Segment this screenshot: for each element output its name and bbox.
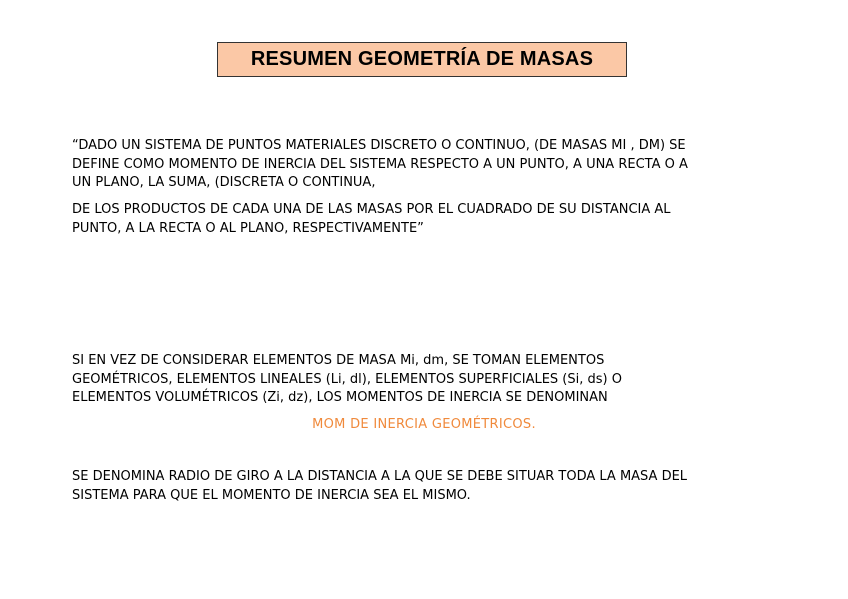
geometric-elements-paragraph: SI EN VEZ DE CONSIDERAR ELEMENTOS DE MASA Mi, dm, SE TOMAN ELEMENTOS GEOMÉTRICOS, ELEMENTOS LINEALES (Li, dl), ELEMENTOS SUPERFICIALES (Si, ds) O ELEMENTOS VOLUMÉTRICOS (Zi, dz), LOS MOMENTOS DE INERCIA SE DENOMINAN <box>72 353 622 405</box>
definition-paragraph-2: DE LOS PRODUCTOS DE CADA UNA DE LAS MASAS POR EL CUADRADO DE SU DISTANCIA AL PUNTO, A LA RECTA O AL PLANO, RESPECTIVAMENTE” <box>72 202 671 236</box>
page-title: RESUMEN GEOMETRÍA DE MASAS <box>250 48 594 70</box>
title-box <box>217 42 627 77</box>
geometric-inertia-highlight: MOM DE INERCIA GEOMÉTRICOS. <box>312 417 536 432</box>
definition-paragraph-1: “DADO UN SISTEMA DE PUNTOS MATERIALES DISCRETO O CONTINUO, (DE MASAS MI , DM) SE DEFINE COMO MOMENTO DE INERCIA DEL SISTEMA RESPECTO A UN PUNTO, A UNA RECTA O A UN PLANO, LA SUMA, (DISCRETA O CONTINUA, <box>72 138 688 190</box>
radius-of-gyration-paragraph: SE DENOMINA RADIO DE GIRO A LA DISTANCIA A LA QUE SE DEBE SITUAR TODA LA MASA DEL SISTEMA PARA QUE EL MOMENTO DE INERCIA SEA EL MISMO. <box>72 469 688 503</box>
